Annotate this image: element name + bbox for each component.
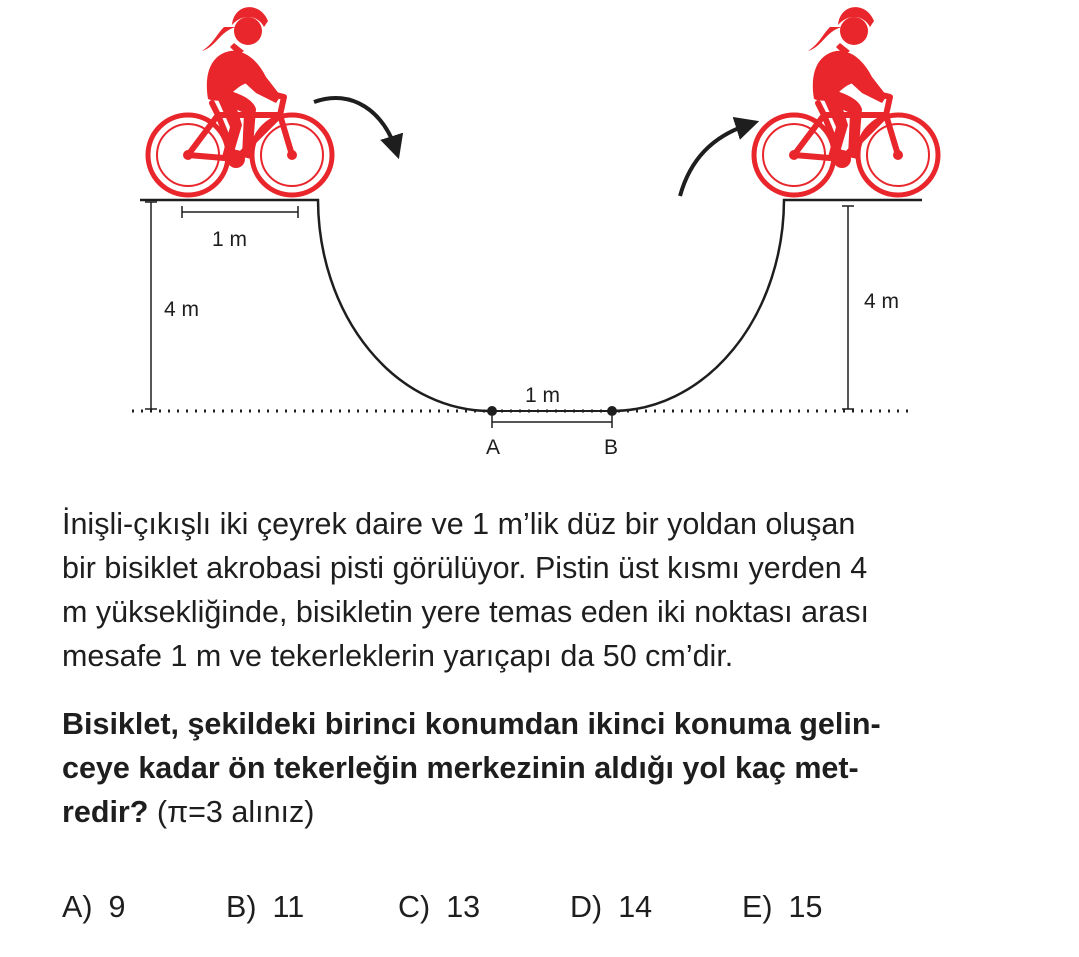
option-label: E) bbox=[742, 890, 773, 924]
option-value: 9 bbox=[108, 890, 126, 924]
option-label: B) bbox=[226, 890, 257, 924]
option-b[interactable] bbox=[226, 890, 304, 925]
cyclist-first-position bbox=[148, 7, 332, 195]
point-b-dot bbox=[607, 406, 617, 416]
option-value: 13 bbox=[446, 890, 481, 924]
question-line-bold: redir? bbox=[62, 795, 149, 829]
point-a-label: A bbox=[486, 436, 501, 459]
description-line: mesafe 1 m ve tekerleklerin yarıçapı da 50 cm’dir. bbox=[62, 639, 734, 673]
cyclist-second-position bbox=[754, 7, 938, 195]
option-value: 11 bbox=[272, 890, 305, 924]
option-c[interactable] bbox=[398, 890, 480, 925]
option-value: 15 bbox=[788, 890, 823, 924]
description-line: bir bisiklet akrobasi pisti görülüyor. Pistin üst kısmı yerden 4 bbox=[62, 551, 868, 585]
point-a-dot bbox=[487, 406, 497, 416]
right-height-label: 4 m bbox=[864, 290, 900, 313]
question-text bbox=[62, 702, 1042, 834]
point-b-label: B bbox=[604, 436, 619, 459]
question-line: ceye kadar ön tekerleğin merkezinin aldığı yol kaç met- bbox=[62, 751, 859, 785]
option-d[interactable] bbox=[570, 890, 652, 925]
option-label: C) bbox=[398, 890, 431, 924]
top-length-label: 1 m bbox=[212, 228, 248, 251]
option-a[interactable] bbox=[62, 890, 125, 925]
descend-arrow bbox=[314, 98, 396, 150]
option-label: D) bbox=[570, 890, 603, 924]
ascend-arrow bbox=[680, 124, 750, 196]
option-e[interactable] bbox=[742, 890, 822, 925]
description-line: m yüksekliğinde, bisikletin yere temas eden iki noktası arası bbox=[62, 595, 869, 629]
option-label: A) bbox=[62, 890, 93, 924]
pi-note: (π=3 alınız) bbox=[148, 795, 315, 829]
description-line: İnişli-çıkışlı iki çeyrek daire ve 1 m’lik düz bir yoldan oluşan bbox=[62, 507, 856, 541]
problem-description bbox=[62, 502, 1042, 678]
bottom-length-label: 1 m bbox=[525, 384, 561, 407]
option-value: 14 bbox=[618, 890, 653, 924]
question-line: Bisiklet, şekildeki birinci konumdan ikinci konuma gelin- bbox=[62, 707, 881, 741]
left-height-label: 4 m bbox=[164, 298, 200, 321]
question-line bbox=[62, 790, 1042, 834]
